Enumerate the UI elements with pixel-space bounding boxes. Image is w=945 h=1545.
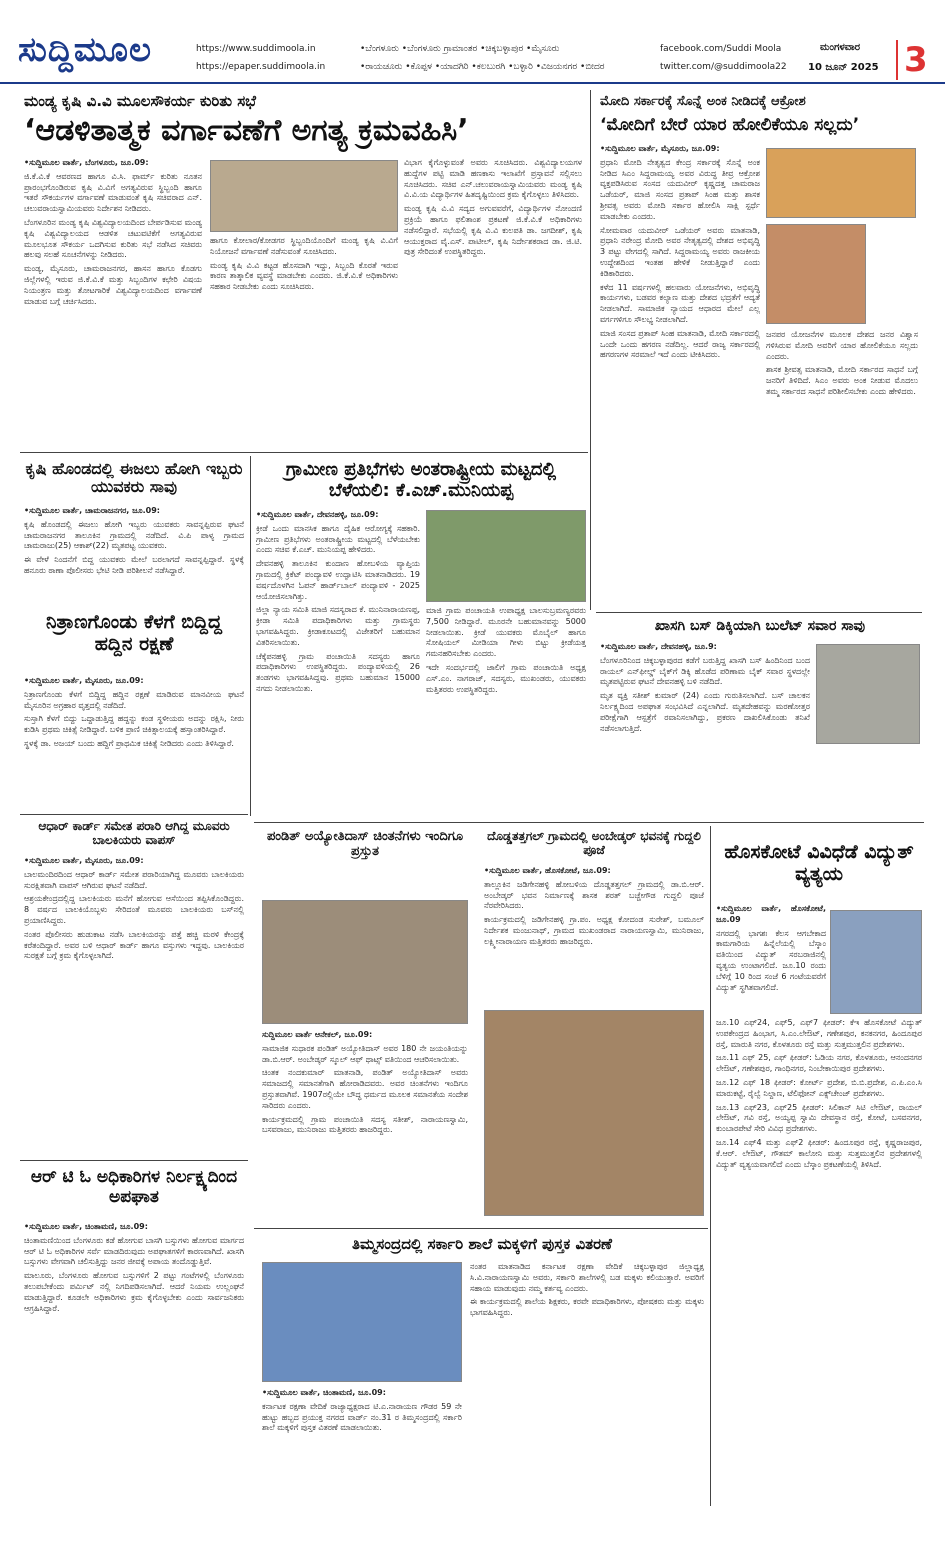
edition-cities-row1: •ಬೆಂಗಳೂರು •ಬೆಂಗಳೂರು ಗ್ರಾಮಾಂತರ •ಚಿಕ್ಕಬಳ್ಳಾಪುರ •ಮೈಸೂರು	[360, 44, 560, 54]
modi-headline: ‘ಮೋದಿಗೆ ಬೇರೆ ಯಾರ ಹೋಲಿಕೆಯೂ ಸಲ್ಲದು’	[600, 115, 860, 135]
school-byline: •ಸುದ್ದಿಮೂಲ ವಾರ್ತೆ, ಚಿಂತಾಮಣಿ, ಜೂ.09:	[262, 1388, 386, 1397]
column-divider	[710, 826, 711, 1506]
aadhaar-para: ನಂತರ ಪೊಲೀಸರು ಹುಡುಕಾಟ ನಡೆಸಿ ಬಾಲಕಿಯರನ್ನು ಪತ್ತೆ ಹಚ್ಚಿ ಮರಳಿ ಕೇಂದ್ರಕ್ಕೆ ಕರೆತಂದಿದ್ದಾರೆ. ಅವರ ಬಳಿ ಆಧಾರ್ ಕಾರ್ಡ್ ಹಾಗೂ ವಸ್ತುಗಳು ಇದ್ದವು. ಬಾಲಕಿಯರ ಸುರಕ್ಷತೆ ಬಗ್ಗೆ ಕ್ರಮ ಕೈಗೊಳ್ಳಲಾಗಿದೆ.	[24, 929, 244, 961]
lead-kicker: ಮಂಡ್ಯ ಕೃಷಿ ವಿ.ವಿ ಮೂಲಸೌಕರ್ಯ ಕುರಿತು ಸಭೆ	[24, 92, 257, 110]
ag-byline: •ಸುದ್ದಿಮೂಲ ವಾರ್ತೆ, ಚಾಮರಾಜನಗರ, ಜೂ.09:	[24, 506, 160, 515]
eagle-para: ಸುಸ್ತಾಗಿ ಕೆಳಗೆ ಬಿದ್ದು ಒದ್ದಾಡುತ್ತಿದ್ದ ಹದ್ದನ್ನು ಕಂಡ ಸ್ಥಳೀಯರು ಅದನ್ನು ರಕ್ಷಿಸಿ, ನೀರು ಕುಡಿಸಿ ಪ್ರಥಮ ಚಿಕಿತ್ಸೆ ನೀಡಿದ್ದಾರೆ. ಬಳಿಕ ಪ್ರಾಣಿ ಚಿಕಿತ್ಸಾಲಯಕ್ಕೆ ಹಸ್ತಾಂತರಿಸಿದ್ದಾರೆ.	[24, 714, 244, 735]
ag-body	[24, 506, 244, 606]
newspaper-logo: ಸುದ್ದಿಮೂಲ	[18, 30, 152, 70]
aadhaar-para: ಆಶ್ರಯಕೇಂದ್ರದಲ್ಲಿದ್ದ ಬಾಲಕಿಯರು ಮನೆಗೆ ಹೋಗುವ ಆಸೆಯಿಂದ ತಪ್ಪಿಸಿಕೊಂಡಿದ್ದರು. 8 ವರ್ಷದ ಬಾಲಕಿಯೊಬ್ಬಳು ಸೇರಿದಂತೆ ಮೂವರು ಬಾಲಕಿಯರು ಬಸ್‌ನಲ್ಲಿ ಪ್ರಯಾಣಿಸಿದ್ದರು.	[24, 894, 244, 925]
pandit-body	[262, 1030, 468, 1230]
modi-para: ಕಳೆದ 11 ವರ್ಷಗಳಲ್ಲಿ ಹಲವಾರು ಯೋಜನೆಗಳು, ಅಭಿವೃದ್ಧಿ ಕಾರ್ಯಗಳು, ಬಡವರ ಕಲ್ಯಾಣ ಮತ್ತು ದೇಶದ ಭದ್ರತೆಗೆ ಆದ್ಯತೆ ನೀಡಲಾಗಿದೆ. ಸಾಮಾಜಿಕ ನ್ಯಾಯದ ಆಧಾರದ ಮೇಲೆ ಎಲ್ಲ ವರ್ಗಗಳಿಗೂ ಸೌಲಭ್ಯ ನೀಡಲಾಗಿದೆ.	[600, 282, 760, 324]
pandit-headline: ಪಂಡಿತ್ ಅಯ್ಯೋತಿದಾಸ್ ಚಿಂತನೆಗಳು ಇಂದಿಗೂ ಪ್ರಸ್ತುತ	[266, 829, 464, 859]
lead-body-col3	[404, 158, 582, 448]
lead-para: ಮಂಡ್ಯ, ಮೈಸೂರು, ಚಾಮರಾಜನಗರ, ಹಾಸನ ಹಾಗೂ ಕೊಡಗು ಜಿಲ್ಲೆಗಳಲ್ಲಿ ಇರುವ ಜಿ.ಕೆ.ವಿ.ಕೆ ಮತ್ತು ಸಿಬ್ಬಂದಿಗಳ ಕಛೇರಿ ವಿಷಯ ನಿಯಂತ್ರಣ ಮತ್ತು ತೋಟಗಾರಿಕೆ ವಿಶ್ವವಿದ್ಯಾಲಯದಿಂದ ವರ್ಗಾವಣೆ ಮಾಡುವ ಬಗ್ಗೆ ಚರ್ಚಿಸಿದರು.	[24, 264, 202, 306]
book-distribution-photo	[262, 1262, 462, 1382]
yaduveer-portrait-photo	[766, 148, 916, 218]
bhoomi-pooja-body	[484, 866, 704, 1006]
rural-body-col1	[256, 510, 420, 810]
rural-para: ಕ್ರೀಡೆ ಒಂದು ಮಾನಸಿಕ ಹಾಗೂ ದೈಹಿಕ ಆರೋಗ್ಯಕ್ಕೆ ಸಹಕಾರಿ. ಗ್ರಾಮೀಣ ಪ್ರತಿಭೆಗಳು ಅಂತರಾಷ್ಟ್ರೀಯ ಮಟ್ಟದಲ್ಲಿ ಬೆಳೆಯಬೇಕು ಎಂದು ಸಚಿವ ಕೆ.ಎಚ್. ಮುನಿಯಪ್ಪ ಹೇಳಿದರು.	[256, 523, 420, 555]
bhoomi-pooja-para: ತಾಲ್ಲೂಕಿನ ಜಡಿಗೇನಹಳ್ಳಿ ಹೋಬಳಿಯ ದೊಡ್ಡತತ್ತಗಲ್ ಗ್ರಾಮದಲ್ಲಿ ಡಾ.ಬಿ.ಆರ್. ಅಂಬೇಡ್ಕರ್ ಭವನ ನಿರ್ಮಾಣಕ್ಕೆ ಶಾಸಕ ಶರತ್ ಬಚ್ಚೇಗೌಡ ಗುದ್ದಲಿ ಪೂಜೆ ನೆರವೇರಿಸಿದರು.	[484, 879, 704, 911]
column-divider	[590, 90, 591, 610]
pandit-para: ಕಾರ್ಯಕ್ರಮದಲ್ಲಿ ಗ್ರಾಮ ಪಂಚಾಯಿತಿ ಸದಸ್ಯ ಸತೀಶ್, ನಾರಾಯಣಸ್ವಾಮಿ, ಬಸವರಾಜು, ಮುನಿರಾಜು ಮತ್ತಿತರರು ಹಾಜರಿದ್ದರು.	[262, 1114, 468, 1135]
power-para: ಜೂ.14 ಎಫ್4 ಮತ್ತು ಎಫ್2 ಫೀಡರ್: ಹಿಂದೂಪುರ ರಸ್ತೆ, ಕೃಷ್ಣರಾಜಪುರ, ಕೆ.ಆರ್. ಲೇಔಟ್, ಗೌತಮ್ ಕಾಲೋನಿ ಮತ್ತು ಸುತ್ತಮುತ್ತಲಿನ ಪ್ರದೇಶಗಳಲ್ಲಿ ವಿದ್ಯುತ್ ವ್ಯತ್ಯಯವಾಗಲಿದೆ ಎಂದು ಬೆಸ್ಕಾಂ ಪ್ರಕಟಣೆಯಲ್ಲಿ ತಿಳಿಸಿದೆ.	[716, 1137, 922, 1169]
ambedkar-school-event-photo	[262, 900, 468, 1024]
rural-para: ಚೆಕ್ಕೆಪನಹಳ್ಳಿ ಗ್ರಾಮ ಪಂಚಾಯಿತಿ ಸದಸ್ಯರು ಹಾಗೂ ಪದಾಧಿಕಾರಿಗಳು ಉಪಸ್ಥಿತರಿದ್ದರು. ಪಂದ್ಯಾವಳಿಯಲ್ಲಿ 26 ತಂಡಗಳು ಭಾಗವಹಿಸಿದ್ದವು. ಪ್ರಥಮ ಬಹುಮಾನ 15000 ನಗದು ನೀಡಲಾಯಿತು.	[256, 651, 420, 693]
bhoomi-pooja-para: ಕಾರ್ಯಕ್ರಮದಲ್ಲಿ ಜಡಿಗೇನಹಳ್ಳಿ ಗ್ರಾ.ಪಂ. ಅಧ್ಯಕ್ಷ ಕೋದಂಡ ಸುರೇಶ್, ಬಮೂಲ್ ನಿರ್ದೇಶಕ ಮಂಜುನಾಥ್, ಗ್ರಾಮದ ಮುಖಂಡರಾದ ನಾರಾಯಣಸ್ವಾಮಿ, ಮುನಿರಾಜು, ಲಕ್ಷ್ಮೀನಾರಾಯಣ ಮತ್ತಿತರರು ಹಾಜರಿದ್ದರು.	[484, 915, 704, 946]
rural-para: ದೇವನಹಳ್ಳಿ ತಾಲೂಕಿನ ಕುಂದಾಣ ಹೋಬಳಿಯ ವ್ಯಾಪ್ತಿಯ ಗ್ರಾಮದಲ್ಲಿ ಕ್ರಿಕೆಟ್ ಪಂದ್ಯಾವಳಿ ಉದ್ಘಾಟಿಸಿ ಮಾತನಾಡಿದರು. 19 ವರ್ಷದೊಳಗಿನ ಓಪನ್ ಹಾರ್ಡ್‌ಬಾಲ್ ಪಂದ್ಯಾವಳಿ - 2025 ಆಯೋಜಿಸಲಾಗಿತ್ತು.	[256, 559, 420, 601]
power-para: ಜೂ.10 ಎಫ್24, ಎಫ್5, ಎಫ್7 ಫೀಡರ್: ಕೆಇ ಹೊಸಕೋಟೆ ವಿದ್ಯುತ್ ಉಪಕೇಂದ್ರದ ಹಿಂಭಾಗ, ಸಿ.ಎಂ.ಲೇಔಟ್, ಗಣೇಶಪುರ, ಕನಕನಗರ, ಹಿಂದೂಪುರ ರಸ್ತೆ, ಮಾರುತಿ ನಗರ, ಕೊಳತೂರು ರಸ್ತೆ ಮತ್ತು ಸುತ್ತಮುತ್ತಲಿನ ಪ್ರದೇಶಗಳು.	[716, 1018, 922, 1049]
modi-para: ಸೋಮವಾರ ಯದುವೀರ್ ಒಡೆಯರ್ ಅವರು ಮಾತನಾಡಿ, ಪ್ರಧಾನಿ ನರೇಂದ್ರ ಮೋದಿ ಅವರ ನೇತೃತ್ವದಲ್ಲಿ ದೇಶದ ಅಭಿವೃದ್ಧಿ 3 ಪಟ್ಟು ವೇಗದಲ್ಲಿ ಸಾಗಿದೆ. ಸಿದ್ದರಾಮಯ್ಯ ಅವರು ರಾಜಕೀಯ ಉದ್ದೇಶದಿಂದ ಇಂತಹ ಹೇಳಿಕೆ ನೀಡುತ್ತಿದ್ದಾರೆ ಎಂದು ಕಿಡಿಕಾರಿದರು.	[600, 225, 760, 278]
power-para: ನಗರದಲ್ಲಿ ಭಾಗಶಃ ಕೆಲಸ ಆಗಬೇಕಾದ ಕಾಮಗಾರಿಯ ಹಿನ್ನೆಲೆಯಲ್ಲಿ ಬೆಸ್ಕಾಂ ವತಿಯಿಂದ ವಿದ್ಯುತ್ ಸರಬರಾಜಿನಲ್ಲಿ ವ್ಯತ್ಯಯ ಉಂಟಾಗಲಿದೆ. ಜೂ.10 ರಂದು ಬೆಳಿಗ್ಗೆ 10 ರಿಂದ ಸಂಜೆ 6 ಗಂಟೆಯವರೆಗೆ ವಿದ್ಯುತ್ ಸ್ಥಗಿತವಾಗಲಿದೆ.	[716, 928, 826, 992]
modi-kicker: ಮೋದಿ ಸರ್ಕಾರಕ್ಕೆ ಸೊನ್ನೆ ಅಂಕ ನೀಡಿದಕ್ಕೆ ಆಕ್ರೋಶ	[600, 94, 806, 109]
school-para: ಕರ್ನಾಟಕ ರಕ್ಷಣಾ ವೇದಿಕೆ ರಾಜ್ಯಾಧ್ಯಕ್ಷರಾದ ಟಿ.ಎ.ನಾರಾಯಣ ಗೌಡರ 59 ನೇ ಹುಟ್ಟು ಹಬ್ಬದ ಪ್ರಯುಕ್ತ ನಗರದ ವಾರ್ಡ್ ನಂ.31 ರ ತಿಮ್ಮಸಂದ್ರದಲ್ಲಿ ಸರ್ಕಾರಿ ಶಾಲೆ ಮಕ್ಕಳಿಗೆ ಪುಸ್ತಕ ವಿತರಣೆ ಮಾಡಲಾಯಿತು.	[262, 1401, 462, 1433]
power-para: ಜೂ.11 ಎಫ್ 25, ಎಫ್ ಫೀಡರ್: ಓಡಿಯ ನಗರ, ಕೊಳತೂರು, ಆನಂದನಗರ ಲೇಔಟ್, ಗಣೇಶಪುರ, ಗಾಂಧಿನಗರ, ನಿಂಬೇಕಾಯಿಪುರ ಪ್ರದೇಶಗಳು.	[716, 1053, 922, 1074]
aadhaar-byline: •ಸುದ್ದಿಮೂಲ ವಾರ್ತೆ, ಮೈಸೂರು, ಜೂ.09:	[24, 856, 144, 865]
power-para: ಜೂ.13 ಎಫ್23, ಎಫ್25 ಫೀಡರ್: ಸಿಲಿಕಾನ್ ಸಿಟಿ ಲೇಔಟ್, ರಾಯಲ್ ಲೇಔಟ್, ಗವಿ ರಸ್ತೆ, ಅಯ್ಯಪ್ಪ ಸ್ವಾಮಿ ದೇವಸ್ಥಾನ ರಸ್ತೆ, ಕೋಟೆ, ಬಸವನಗರ, ಕುಂಬಾರಪೇಟೆ ಸೇರಿ ವಿವಿಧ ಪ್ರದೇಶಗಳು.	[716, 1102, 922, 1134]
column-divider	[250, 456, 251, 816]
aadhaar-para: ಬಾಲಮಂದಿರದಿಂದ ಆಧಾರ್ ಕಾರ್ಡ್ ಸಮೇತ ಪರಾರಿಯಾಗಿದ್ದ ಮೂವರು ಬಾಲಕಿಯರು ಸುರಕ್ಷಿತವಾಗಿ ವಾಪಸ್ ಆಗಿರುವ ಘಟನೆ ನಡೆದಿದೆ.	[24, 869, 244, 890]
modi-body-col1	[600, 144, 760, 604]
rto-body	[24, 1222, 244, 1512]
eagle-body	[24, 676, 244, 806]
school-para: ನಂತರ ಮಾತನಾಡಿದ ಕರ್ನಾಟಕ ರಕ್ಷಣಾ ವೇದಿಕೆ ಚಿಕ್ಕಬಳ್ಳಾಪುರ ಜಿಲ್ಲಾಧ್ಯಕ್ಷ ಸಿ.ವಿ.ನಾರಾಯಣಸ್ವಾಮಿ ಅವರು, ಸರ್ಕಾರಿ ಶಾಲೆಗಳಲ್ಲಿ ಬಡ ಮಕ್ಕಳು ಕಲಿಯುತ್ತಾರೆ. ಅವರಿಗೆ ಸಹಾಯ ಮಾಡುವುದು ನಮ್ಮ ಕರ್ತವ್ಯ ಎಂದರು.	[470, 1262, 704, 1293]
ag-para: ಕೃಷಿ ಹೊಂಡದಲ್ಲಿ ಈಜಲು ಹೋಗಿ ಇಬ್ಬರು ಯುವಕರು ಸಾವನ್ನಪ್ಪಿರುವ ಘಟನೆ ಚಾಮರಾಜನಗರ ತಾಲೂಕಿನ ಗ್ರಾಮದಲ್ಲಿ ನಡೆದಿದೆ. ವಿ.ಪಿ ಪಾಳ್ಯ ಗ್ರಾಮದ ಚಾಮರಾಜು(25) ಆಕಾಶ್(22) ಮೃತಪಟ್ಟ ಯುವಕರು.	[24, 519, 244, 551]
rto-byline: •ಸುದ್ದಿಮೂಲ ವಾರ್ತೆ, ಚಿಂತಾಮಣಿ, ಜೂ.09:	[24, 1222, 148, 1231]
power-byline: •ಸುದ್ದಿಮೂಲ ವಾರ್ತೆ, ಹೊಸಕೋಟೆ, ಜೂ.09	[716, 904, 826, 924]
bus-headline: ಖಾಸಗಿ ಬಸ್ ಡಿಕ್ಕಿಯಾಗಿ ಬುಲೆಟ್ ಸವಾರ ಸಾವು	[654, 618, 866, 634]
website-link[interactable]: https://www.suddimoola.in	[196, 44, 316, 54]
modi-body-col2	[766, 330, 918, 604]
issue-date: 10 ಜೂನ್ 2025	[808, 62, 879, 73]
pratap-simha-portrait-photo	[766, 224, 866, 324]
power-para: ಜೂ.12 ಎಫ್ 18 ಫೀಡರ್: ಕೋರ್ಟ್ ಪ್ರದೇಶ, ಬಿ.ಬಿ.ಪ್ರದೇಶ, ಎ.ಪಿ.ಎಂ.ಸಿ ಮಾರುಕಟ್ಟೆ, ರೈಲ್ವೆ ನಿಲ್ದಾಣ, ಟೆಲಿಫೋನ್ ಎಕ್ಸ್‌ಚೇಂಜ್ ಪ್ರದೇಶಗಳು.	[716, 1077, 922, 1098]
pandit-para: ಚಿಂತಕ ನಂದಕುಮಾರ್ ಮಾತನಾಡಿ, ಪಂಡಿತ್ ಅಯ್ಯೋತಿದಾಸ್ ಅವರು ಸಮಾಜದಲ್ಲಿ ಸಮಾನತೆಗಾಗಿ ಹೋರಾಡಿದವರು. ಅವರ ಚಿಂತನೆಗಳು ಇಂದಿಗೂ ಪ್ರಸ್ತುತವಾಗಿವೆ. 1907ರಲ್ಲಿಯೇ ಬೌದ್ಧ ಧರ್ಮದ ಮೂಲಕ ಸಮಾನತೆಯ ಸಂದೇಶ ಸಾರಿದರು ಎಂದರು.	[262, 1068, 468, 1110]
section-divider	[596, 612, 922, 613]
ag-headline: ಕೃಷಿ ಹೊಂಡದಲ್ಲಿ ಈಜಲು ಹೋಗಿ ಇಬ್ಬರು ಯುವಕರು ಸಾವು	[25, 459, 243, 497]
crashed-bike-photo	[816, 644, 920, 744]
bhoomi-pooja-byline: •ಸುದ್ದಿಮೂಲ ವಾರ್ತೆ, ಹೊಸಕೋಟೆ, ಜೂ.09:	[484, 866, 611, 875]
rural-headline: ಗ್ರಾಮೀಣ ಪ್ರತಿಭೆಗಳು ಅಂತರಾಷ್ಟ್ರೀಯ ಮಟ್ಟದಲ್ಲಿ ಬೆಳೆಯಲಿ: ಕೆ.ಎಚ್.ಮುನಿಯಪ್ಪ	[285, 459, 557, 501]
section-divider	[20, 1160, 248, 1161]
eagle-para: ಸ್ಥಳಕ್ಕೆ ಡಾ. ಅಜಯ್ ಬಂದು ಹದ್ದಿಗೆ ಪ್ರಾಥಮಿಕ ಚಿಕಿತ್ಸೆ ನೀಡಿದರು ಎಂದು ತಿಳಿಸಿದ್ದಾರೆ.	[24, 738, 234, 748]
ground-breaking-ceremony-photo	[484, 1010, 704, 1216]
transmission-tower-photo	[830, 910, 922, 1014]
lead-para: ಮಂಡ್ಯ ಕೃಷಿ ವಿ.ವಿ ಕಟ್ಟಡ ಹೊಸದಾಗಿ ಇದ್ದು, ಸಿಬ್ಬಂದಿ ಕೊರತೆ ಇರುವ ಕಾರಣ ತಾತ್ಕಾಲಿಕ ವ್ಯವಸ್ಥೆ ಮಾಡಬೇಕು ಎಂದರು. ಜಿ.ಕೆ.ವಿ.ಕೆ ಅಧಿಕಾರಿಗಳು ಸಹಕಾರ ನೀಡಬೇಕು ಎಂದು ಸೂಚಿಸಿದರು.	[210, 260, 398, 292]
lead-meeting-photo	[210, 160, 398, 232]
twitter-link[interactable]: twitter.com/@suddimoola22	[660, 62, 787, 72]
lead-para: ಮಂಡ್ಯ ಕೃಷಿ ವಿ.ವಿ ಸದ್ಯದ ಅಗುವವರೆಗೆ, ವಿದ್ಯಾರ್ಥಿಗಳ ನೋಂದಣಿ ಪ್ರಕ್ರಿಯೆ ಹಾಗೂ ಫಲಿತಾಂಶ ಪ್ರಕಟಣೆ ಜಿ.ಕೆ.ವಿ.ಕೆ ಅಧಿಕಾರಿಗಳು ನಡೆಸಲಿದ್ದಾರೆ. ಸಭೆಯಲ್ಲಿ ಕೃಷಿ ವಿ.ವಿ ಕುಲಪತಿ ಡಾ. ಜಗದೀಶ್, ಕೃಷಿ ಆಯುಕ್ತರಾದ ವೈ.ಎಸ್. ಪಾಟೀಲ್, ಕೃಷಿ ನಿರ್ದೇಶಕರಾದ ಡಾ. ಜಿ.ಟಿ. ಪುತ್ರ ಸೇರಿದಂತೆ ಉಪಸ್ಥಿತರಿದ್ದರು.	[404, 204, 582, 257]
eagle-headline: ನಿತ್ರಾಣಗೊಂಡು ಕೆಳಗೆ ಬಿದ್ದಿದ್ದ ಹದ್ದಿನ ರಕ್ಷಣೆ	[45, 611, 223, 655]
rto-para: ಮಾಲೂರು, ಬೆಂಗಳೂರು ಹೋಗುವ ಬಸ್ಸುಗಳಿಗೆ 2 ಪಟ್ಟು ಗಂಟೆಗಳಲ್ಲಿ ಬೆಂಗಳೂರು ತಲುಪಬೇಕೆಂದು ಪರ್ಮಿಟ್ ನಲ್ಲಿ ನಿಗದಿಪಡಿಸಲಾಗಿದೆ. ಆದರೆ ನಿಯಮ ಉಲ್ಲಂಘನೆ ಮಾಡುತ್ತಿದ್ದಾರೆ. ಕೂಡಲೇ ಅಧಿಕಾರಿಗಳು ಕ್ರಮ ಕೈಗೊಳ್ಳಬೇಕು ಎಂದು ಸಾರ್ವಜನಿಕರು ಆಗ್ರಹಿಸಿದ್ದಾರೆ.	[24, 1271, 244, 1313]
rural-byline: •ಸುದ್ದಿಮೂಲ ವಾರ್ತೆ, ದೇವನಹಳ್ಳಿ, ಜೂ.09:	[256, 510, 379, 519]
epaper-link[interactable]: https://epaper.suddimoola.in	[196, 62, 326, 72]
facebook-link[interactable]: facebook.com/Suddi Moola	[660, 44, 782, 54]
power-body-lead	[716, 904, 826, 1014]
lead-body-col2	[210, 236, 398, 448]
bus-para: ಮೃತ ವ್ಯಕ್ತಿ ಸತೀಶ್ ಕುಮಾರ್ (24) ಎಂದು ಗುರುತಿಸಲಾಗಿದೆ. ಬಸ್ ಚಾಲಕನ ನಿರ್ಲಕ್ಷ್ಯದಿಂದ ಅಪಘಾತ ಸಂಭವಿಸಿದೆ ಎನ್ನಲಾಗಿದೆ. ಮೃತದೇಹವನ್ನು ಮರಣೋತ್ತರ ಪರೀಕ್ಷೆಗಾಗಿ ಆಸ್ಪತ್ರೆಗೆ ರವಾನಿಸಲಾಗಿದ್ದು, ಪ್ರಕರಣ ದಾಖಲಿಸಿಕೊಂಡು ತನಿಖೆ ನಡೆಸಲಾಗುತ್ತಿದೆ.	[600, 691, 810, 733]
bus-body	[600, 642, 810, 818]
pandit-para: ಸಾಮಾಜಿಕ ಸುಧಾರಕ ಪಂಡಿತ್ ಅಯ್ಯೋತಿದಾಸ್ ಅವರ 180 ನೇ ಜಯಂತಿಯನ್ನು ಡಾ.ಬಿ.ಆರ್. ಅಂಬೇಡ್ಕರ್ ಸ್ಕೂಲ್ ಆಫ್ ಥಾಟ್ಸ್ ವತಿಯಿಂದ ಆಚರಿಸಲಾಯಿತು.	[262, 1043, 468, 1064]
rto-para: ಚಿಂತಾಮಣಿಯಿಂದ ಬೆಂಗಳೂರು ಕಡೆ ಹೋಗುವ ಬಾಸಗಿ ಬಸ್ಸುಗಳು ಹೋಗುವ ಮಾರ್ಗದ ಆರ್ ಟಿ ಓ ಅಧಿಕಾರಿಗಳ ಸರ್ವೆ ಮಾಡದಿರುವುದು ಅಪಘಾತಗಳಿಗೆ ಕಾರಣವಾಗಿದೆ. ಖಾಸಗಿ ಬಸ್ಸುಗಳು ವೇಗವಾಗಿ ಚಲಿಸುತ್ತಿದ್ದು ಜನರ ಜೀವಕ್ಕೆ ಅಪಾಯ ತಂದೊಡ್ಡುತ್ತಿವೆ.	[24, 1235, 244, 1267]
lead-byline: •ಸುದ್ದಿಮೂಲ ವಾರ್ತೆ, ಬೆಂಗಳೂರು, ಜೂ.09:	[24, 158, 149, 167]
lead-para: ಹಾಗೂ ಕೋಲಾರ/ಕೋಡಗರ ಸ್ಥಿಬ್ಬಂದಿಯೊಂದಿಗೆ ಮಂಡ್ಯ ಕೃಷಿ ವಿ.ವಿಗೆ ನಿಯೋಜನೆ ವರ್ಗಾವಣೆ ನಡೆಸುವಂತೆ ಸೂಚಿಸಿದರು.	[210, 236, 398, 256]
eagle-byline: •ಸುದ್ದಿಮೂಲ ವಾರ್ತೆ, ಮೈಸೂರು, ಜೂ.09:	[24, 676, 144, 685]
eagle-para: ನಿತ್ರಾಣಗೊಂಡು ಕೆಳಗೆ ಬಿದ್ದಿದ್ದ ಹದ್ದಿನ ರಕ್ಷಣೆ ಮಾಡಿರುವ ಮಾನವೀಯ ಘಟನೆ ಮೈಸೂರಿನ ಅಗ್ರಹಾರ ವೃತ್ತದಲ್ಲಿ ನಡೆದಿದೆ.	[24, 689, 244, 710]
pandit-byline: ಸುದ್ದಿಮೂಲ ವಾರ್ತೆ ಆನೇಕಲ್, ಜೂ.09:	[262, 1030, 373, 1039]
bus-byline: •ಸುದ್ದಿಮೂಲ ವಾರ್ತೆ, ದೇವನಹಳ್ಳಿ, ಜೂ.9:	[600, 642, 717, 651]
modi-para: ಶಾಸಕ ಶ್ರೀವತ್ಸ ಮಾತನಾಡಿ, ಮೋದಿ ಸರ್ಕಾರದ ಸಾಧನೆ ಬಗ್ಗೆ ಜನರಿಗೆ ತಿಳಿದಿದೆ. ಸಿಎಂ ಅವರು ಅಂಕ ನೀಡುವ ಮೊದಲು ತಮ್ಮ ಸರ್ಕಾರದ ಸಾಧನೆ ಪರಿಶೀಲಿಸಬೇಕು ಎಂದು ಹೇಳಿದರು.	[766, 365, 918, 396]
issue-day: ಮಂಗಳವಾರ	[820, 42, 861, 53]
aadhaar-body	[24, 856, 244, 1156]
section-divider	[254, 822, 924, 823]
ag-para: ಈ ವೇಳೆ ನಿಂದನೆಗೆ ಬಿದ್ದ ಯುವಕರು ಮೇಲೆ ಬರಲಾಗದೆ ಸಾವನ್ನಪ್ಪಿದ್ದಾರೆ. ಸ್ಥಳಕ್ಕೆ ಹನೂರು ಠಾಣಾ ಪೊಲೀಸರು ಭೇಟಿ ನೀಡಿ ಪರಿಶೀಲನೆ ನಡೆಸಿದ್ದಾರೆ.	[24, 555, 244, 575]
lead-para: ವಿಭಾಗ ಕೈಗೊಳ್ಳುವಂತೆ ಅವರು ಸೂಚಿಸಿದರು. ವಿಶ್ವವಿದ್ಯಾಲಯಗಳ ಹುದ್ದೆಗಳ ಪಟ್ಟಿ ಮಾಡಿ ಹಣಕಾಸು ಇಲಾಖೆಗೆ ಪ್ರಸ್ತಾವನೆ ಸಲ್ಲಿಸಲು ಸೂಚಿಸಿದರು. ಸಚಿವ ಎನ್.ಚಲುವರಾಯಸ್ವಾಮಿಯವರು ಮಂಡ್ಯ ಕೃಷಿ ವಿ.ವಿ.ಯ ವಿದ್ಯಾರ್ಥಿಗಳ ಹಿತದೃಷ್ಟಿಯಿಂದ ಕ್ರಮ ಕೈಗೊಳ್ಳಲು ತಿಳಿಸಿದರು.	[404, 158, 582, 200]
section-divider	[20, 452, 588, 453]
power-headline: ಹೊಸಕೋಟೆ ವಿವಿಧೆಡೆ ವಿದ್ಯುತ್ ವ್ಯತ್ಯಯ	[724, 841, 914, 885]
school-headline: ತಿಮ್ಮಸಂದ್ರದಲ್ಲಿ ಸರ್ಕಾರಿ ಶಾಲೆ ಮಕ್ಕಳಿಗೆ ಪುಸ್ತಕ ವಿತರಣೆ	[352, 1235, 612, 1253]
section-divider	[254, 1228, 708, 1229]
modi-byline: •ಸುದ್ದಿಮೂಲ ವಾರ್ತೆ, ಮೈಸೂರು, ಜೂ.09:	[600, 144, 720, 153]
power-body	[716, 1018, 922, 1508]
school-body-col1	[262, 1388, 462, 1506]
rural-para: ಜಿಲ್ಲಾ ನ್ಯಾಯ ಸಮಿತಿ ಮಾಜಿ ಸದಸ್ಯರಾದ ಕೆ. ಮುನಿನಾರಾಯಣಪ್ಪ, ಕ್ರೀಡಾ ಸಮಿತಿ ಪದಾಧಿಕಾರಿಗಳು ಮತ್ತು ಗ್ರಾಮಸ್ಥರು ಭಾಗವಹಿಸಿದ್ದರು. ಕ್ರೀಡಾಕೂಟದಲ್ಲಿ ವಿಜೇತರಿಗೆ ಬಹುಮಾನ ವಿತರಿಸಲಾಯಿತು.	[256, 605, 420, 647]
lead-body-col1	[24, 158, 202, 448]
lead-para: ಜಿ.ಕೆ.ವಿ.ಕೆ ಆವರಣದ ಹಾಗೂ ವಿ.ಸಿ. ಫಾರ್ಮ್ ಕುರಿತು ನೂತನ ಪ್ರಾರಂಭಗೊಂಡಿರುವ ಕೃಷಿ ವಿ.ವಿಗೆ ಅಗತ್ಯವಿರುವ ಸ್ಥಿಬ್ಬಂದಿ ಹಾಗೂ ಇತರೆ ಸೌಕರ್ಯಗಳ ವರ್ಗಾವಣೆ ಮಾಡುವಂತೆ ಕೃಷಿ ಸಚಿವರಾದ ಎನ್. ಚಲುವರಾಯಸ್ವಾಮಿಯವರು ನಿರ್ದೇಶನ ನೀಡಿದರು.	[24, 171, 202, 214]
aadhaar-headline: ಆಧಾರ್ ಕಾರ್ಡ್ ಸಮೇತ ಪರಾರಿ ಆಗಿದ್ದ ಮೂವರು ಬಾಲಕಿಯರು ವಾಪಸ್	[38, 819, 230, 847]
rural-para: ಮಾಜಿ ಗ್ರಾಮ ಪಂಚಾಯತಿ ಉಪಾಧ್ಯಕ್ಷ ಬಾಲಸುಬ್ರಮಣ್ಯರವರು 7,500 ನೀಡಿದ್ದಾರೆ. ಮೂರನೇ ಬಹುಮಾನವನ್ನು 5000 ನೀಡಲಾಯಿತು. ಕ್ರೀಡೆ ಯುವಕರು ಮೊಬೈಲ್ ಹಾಗೂ ಸೋಷಿಯಲ್ ಮೀಡಿಯಾ ಗೀಳು ಬಿಟ್ಟು ಕ್ರೀಡೆಯತ್ತ ಗಮನಹರಿಸಬೇಕು ಎಂದರು.	[426, 606, 586, 659]
page-number: 3	[896, 40, 928, 80]
modi-para: ಪ್ರಧಾನಿ ಮೋದಿ ನೇತೃತ್ವದ ಕೇಂದ್ರ ಸರ್ಕಾರಕ್ಕೆ ಸೊನ್ನೆ ಅಂಕ ನೀಡಿದ ಸಿಎಂ ಸಿದ್ದರಾಮಯ್ಯ ಅವರ ವಿರುದ್ಧ ತೀವ್ರ ಆಕ್ರೋಶ ವ್ಯಕ್ತಪಡಿಸಿರುವ ಸಂಸದ ಯದುವೀರ್ ಕೃಷ್ಣದತ್ತ ಚಾಮರಾಜ ಒಡೆಯರ್, ಮಾಜಿ ಸಂಸದ ಪ್ರತಾಪ್ ಸಿಂಹ ಮತ್ತು ಶಾಸಕ ಶ್ರೀವತ್ಸ ಅವರು ಮೋದಿ ಸರ್ಕಾರ ಹೋಲಿಸಿ ಸಾಕ್ಷಿ ಸ್ಪರ್ಧೆ ಮಾಡಬೇಕು ಎಂದರು.	[600, 157, 760, 221]
school-body-col2	[470, 1262, 704, 1506]
school-para: ಈ ಕಾರ್ಯಕ್ರಮದಲ್ಲಿ ಶಾಲೆಯ ಶಿಕ್ಷಕರು, ಕರವೇ ಪದಾಧಿಕಾರಿಗಳು, ಪೋಷಕರು ಮತ್ತು ಮಕ್ಕಳು ಭಾಗವಹಿಸಿದ್ದರು.	[470, 1297, 704, 1318]
rural-para: ಇದೇ ಸಂದರ್ಭದಲ್ಲಿ ಜಾಲಿಗೆ ಗ್ರಾಮ ಪಂಚಾಯಿತಿ ಅಧ್ಯಕ್ಷ ಎಸ್.ಎಂ. ನಾಗರಾಜ್, ಸದಸ್ಯರು, ಮುಖಂಡರು, ಯುವಕರು ಮತ್ತಿತರರು ಉಪಸ್ಥಿತರಿದ್ದರು.	[426, 662, 586, 694]
modi-para: ಜನಪರ ಯೋಜನೆಗಳ ಮೂಲಕ ದೇಶದ ಜನರ ವಿಶ್ವಾಸ ಗಳಿಸಿರುವ ಮೋದಿ ಅವರಿಗೆ ಯಾರ ಹೋಲಿಕೆಯೂ ಸಲ್ಲದು ಎಂದರು.	[766, 330, 918, 361]
section-divider	[20, 814, 248, 815]
rural-body-col2	[426, 606, 586, 810]
lead-para: ಬೆಂಗಳೂರಿನ ಮಂಡ್ಯ ಕೃಷಿ ವಿಶ್ವವಿದ್ಯಾಲಯದಿಂದ ಬೇರ್ಪಡಿಸುವ ಮಂಡ್ಯ ಕೃಷಿ ವಿಶ್ವವಿದ್ಯಾಲಯದ ಆಡಳಿತ ಚಟುವಟಿಕೆಗೆ ಅಗತ್ಯವಿರುವ ಮೂಲಭೂತ ಸೌಕರ್ಯ ಒದಗಿಸುವ ಕುರಿತು ಸಭೆ ನಡೆಸಿದ ಸಚಿವರು ಹಲವು ಸಲಹೆ ಸೂಚನೆಗಳನ್ನು ನೀಡಿದರು.	[24, 217, 202, 260]
rto-headline: ಆರ್ ಟಿ ಓ ಅಧಿಕಾರಿಗಳ ನಿರ್ಲಕ್ಷ್ಯದಿಂದ ಅಪಘಾತ	[30, 1167, 238, 1207]
edition-cities-row2: •ರಾಯಚೂರು •ಕೊಪ್ಪಳ •ಯಾದಗಿರಿ •ಕಲಬುರಗಿ •ಬಳ್ಳಾರಿ •ವಿಜಯನಗರ •ಬೀದರ	[360, 62, 605, 72]
lead-headline: ‘ಆಡಳಿತಾತ್ಮಕ ವರ್ಗಾವಣೆಗೆ ಅಗತ್ಯ ಕ್ರಮವಹಿಸಿ’	[24, 113, 469, 148]
bhoomi-pooja-headline: ದೊಡ್ಡತತ್ತಗಲ್ ಗ್ರಾಮದಲ್ಲಿ ಅಂಬೇಡ್ಕರ್ ಭವನಕ್ಕೆ ಗುದ್ದಲಿ ಪೂಜೆ	[487, 829, 701, 857]
modi-para: ಮಾಜಿ ಸಂಸದ ಪ್ರತಾಪ್ ಸಿಂಹ ಮಾತನಾಡಿ, ಮೋದಿ ಸರ್ಕಾರದಲ್ಲಿ ಒಂದೇ ಒಂದು ಹಗರಣ ನಡೆದಿಲ್ಲ. ಆದರೆ ರಾಜ್ಯ ಸರ್ಕಾರದಲ್ಲಿ ಹಗರಣಗಳ ಸರಮಾಲೆ ಇದೆ ಎಂದು ಟೀಕಿಸಿದರು.	[600, 328, 760, 360]
masthead	[0, 0, 945, 84]
bus-para: ಬೆಂಗಳೂರಿನಿಂದ ಚಿಕ್ಕಬಳ್ಳಾಪುರದ ಕಡೆಗೆ ಬರುತ್ತಿದ್ದ ಖಾಸಗಿ ಬಸ್ ಹಿಂದಿನಿಂದ ಬಂದ ರಾಯಲ್ ಎನ್‌ಫೀಲ್ಡ್ ಬೈಕ್‌ಗೆ ಡಿಕ್ಕಿ ಹೊಡೆದ ಪರಿಣಾಮ ಬೈಕ್ ಸವಾರ ಸ್ಥಳದಲ್ಲೇ ಮೃತಪಟ್ಟಿರುವ ಘಟನೆ ದೇವನಹಳ್ಳಿ ಬಳಿ ನಡೆದಿದೆ.	[600, 655, 810, 687]
cricket-team-photo	[426, 510, 586, 602]
